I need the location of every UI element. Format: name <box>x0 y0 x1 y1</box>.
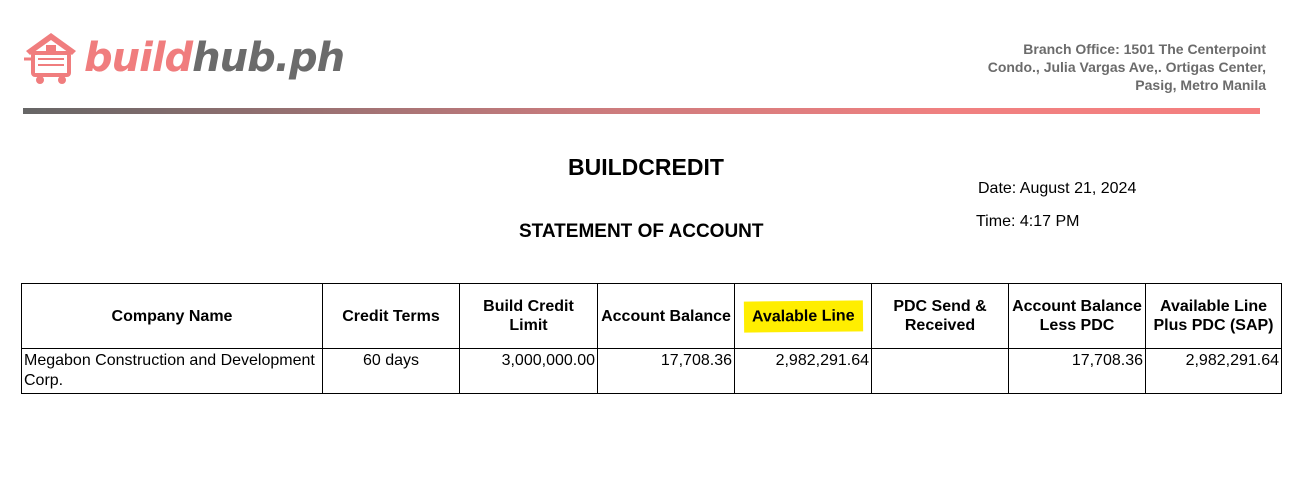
header-credit-terms: Credit Terms <box>323 284 460 349</box>
statement-table <box>21 283 1282 394</box>
table-row <box>22 349 1282 394</box>
brand-name-hub: hub.ph <box>192 35 345 81</box>
document-date: Date: August 21, 2024 <box>978 180 1137 197</box>
cell-build-credit-limit: 3,000,000.00 <box>460 349 598 394</box>
cell-credit-terms: 60 days <box>323 349 460 394</box>
branch-address-line2: Condo., Julia Vargas Ave,. Ortigas Center, <box>987 59 1266 75</box>
table-header-row <box>22 284 1282 349</box>
cell-available-plus-pdc: 2,982,291.64 <box>1146 349 1282 394</box>
brand-name <box>84 35 345 81</box>
branch-address-line3: Pasig, Metro Manila <box>1135 77 1266 93</box>
header-divider <box>23 108 1260 114</box>
cell-company-name: Megabon Construction and Development Corp. <box>22 349 323 394</box>
brand-name-build: build <box>84 35 193 81</box>
document-title: BUILDCREDIT <box>568 154 724 180</box>
cell-balance-less-pdc: 17,708.36 <box>1009 349 1146 394</box>
header-available-line <box>735 284 872 349</box>
header-available-plus-pdc: Available Line Plus PDC (SAP) <box>1146 284 1282 349</box>
house-cart-icon <box>22 29 80 87</box>
cell-pdc-send-received <box>872 349 1009 394</box>
header-balance-less-pdc: Account Balance Less PDC <box>1009 284 1146 349</box>
document-subtitle: STATEMENT OF ACCOUNT <box>519 221 764 242</box>
highlighted-header-label: Avalable Line <box>744 300 863 332</box>
header-company-name: Company Name <box>22 284 323 349</box>
header-build-credit-limit: Build Credit Limit <box>460 284 598 349</box>
branch-address <box>988 40 1266 94</box>
header-account-balance: Account Balance <box>598 284 735 349</box>
cell-available-line: 2,982,291.64 <box>735 349 872 394</box>
document-time: Time: 4:17 PM <box>976 213 1080 230</box>
brand-logo <box>22 26 344 90</box>
branch-address-line1: Branch Office: 1501 The Centerpoint <box>1023 41 1266 57</box>
cell-account-balance: 17,708.36 <box>598 349 735 394</box>
header-pdc-send-received: PDC Send & Received <box>872 284 1009 349</box>
